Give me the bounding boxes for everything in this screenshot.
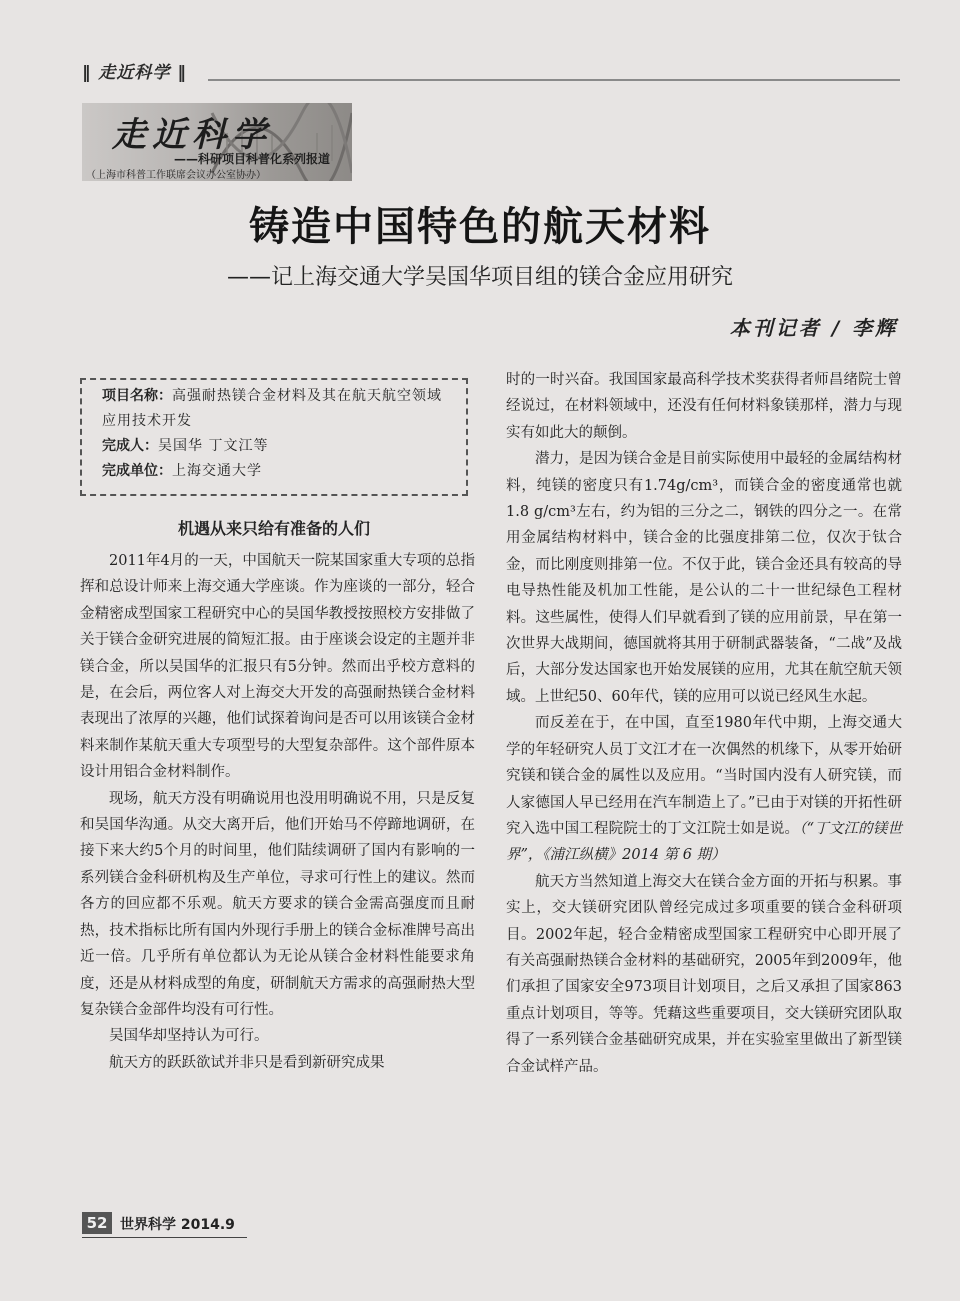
banner-subtitle: ——科研项目科普化系列报道 (174, 152, 331, 166)
right-column (506, 367, 902, 1080)
people-value: 吴国华 丁文江等 (158, 438, 269, 454)
people-label: 完成人： (102, 438, 158, 454)
footer-rule (82, 1237, 247, 1238)
paragraph (506, 710, 902, 868)
banner-note: （上海市科普工作联席会议办公室协办） (86, 170, 266, 181)
paragraph: 潜力，是因为镁合金是目前实际使用中最轻的金属结构材料，纯镁的密度只有1.74g/cm³，而镁合金的密度通常也就1.8 g/cm³左右，约为铝的三分之二，钢铁的四分之一。在常用金属结构材料中，镁合金的比强度排第二位，仅次于钛合金，而比刚度则排第一位。不仅于此，镁合金还具有较高的导电导热性能及机加工性能，是公认的二十一世纪绿色工程材料。这些属性，使得人们早就看到了镁的应用前景，早在第一次世界大战期间，德国就将其用于研制武器装备，“二战”及战后，大部分发达国家也开始发展镁的应用，尤其在航空航天领域。上世纪50、60年代，镁的应用可以说已经风生水起。 (506, 451, 902, 705)
article-title: 铸造中国特色的航天材料 (249, 204, 711, 250)
banner-title: 走近科学 (112, 115, 272, 155)
left-column (80, 548, 475, 1076)
unit-value: 上海交通大学 (172, 463, 262, 479)
citation: （“丁文江的镁世界”，《浦江纵横》2014 第 6 期） (506, 820, 903, 864)
unit-label: 完成单位： (102, 463, 172, 479)
project-info-box (80, 378, 468, 496)
paragraph: 2011年4月的一天，中国航天一院某国家重大专项的总指挥和总设计师来上海交通大学座谈。作为座谈的一部分，轻合金精密成型国家工程研究中心的吴国华教授按照校方安排做了关于镁合金研究进展的简短汇报。由于座谈会设定的主题并非镁合金，所以吴国华的汇报只有5分钟。然而出乎校方意料的是，在会后，两位客人对上海交大开发的高强耐热镁合金材料表现出了浓厚的兴趣，他们试探着询问是否可以用该镁合金材料来制作某航天重大专项型号的大型复杂部件。这个部件原本设计用铝合金材料制作。 (80, 553, 475, 781)
column-tag: ‖ 走近科学 ‖ (82, 63, 187, 83)
project-row (102, 384, 456, 434)
project-value: 高强耐热镁合金材料及其在航天航空领域应用技术开发 (102, 388, 442, 429)
paragraph: 吴国华却坚持认为可行。 (109, 1028, 269, 1045)
paragraph: 现场，航天方没有明确说用也没用明确说不用，只是反复和吴国华沟通。从交大离开后，他们开始马不停蹄地调研，在接下来大约5个月的时间里，他们陆续调研了国内有影响的一系列镁合金科研机构及生产单位，寻求可行性上的建议。然而各方的回应都不乐观。航天方要求的镁合金需高强度而且耐热，技术指标比所有国内外现行手册上的镁合金标准牌号高出近一倍。几乎所有单位都认为无论从镁合金材料性能要求角度，还是从材料成型的角度，研制航天方需求的高强耐热大型复杂镁合金部件均没有可行性。 (80, 790, 475, 1018)
paragraph-text: 而反差在于，在中国，直至1980年代中期，上海交通大学的年轻研究人员丁文江才在一次偶然的机缘下，从零开始研究镁和镁合金的属性以及应用。“当时国内没有人研究镁，而人家德国人早已经用在汽车制造上了。”已由于对镁的开拓性研究入选中国工程院院士的丁文江院士如是说。 (506, 715, 902, 837)
people-row (102, 434, 456, 459)
byline: 本刊记者 / 李辉 (729, 316, 898, 340)
unit-row (102, 459, 456, 484)
header-rule (208, 79, 900, 81)
project-label: 项目名称： (102, 388, 172, 404)
page-number: 52 (82, 1212, 112, 1234)
journal-name: 世界科学 2014.9 (120, 1217, 235, 1233)
paragraph: 航天方的跃跃欲试并非只是看到新研究成果 (109, 1054, 385, 1071)
column-banner (82, 103, 352, 181)
section-heading: 机遇从来只给有准备的人们 (177, 519, 370, 538)
paragraph: 时的一时兴奋。我国国家最高科学技术奖获得者师昌绪院士曾经说过，在材料领域中，还没有任何材料象镁那样，潜力与现实有如此大的颠倒。 (506, 372, 902, 441)
article-subtitle: ——记上海交通大学吴国华项目组的镁合金应用研究 (226, 265, 733, 290)
paragraph: 航天方当然知道上海交大在镁合金方面的开拓与积累。事实上，交大镁研究团队曾经完成过多项重要的镁合金科研项目。2002年起，轻合金精密成型国家工程研究中心即开展了有关高强耐热镁合金材料的基础研究，2005年到2009年，他们承担了国家安全973项目计划项目，之后又承担了国家863重点计划项目，等等。凭藉这些重要项目，交大镁研究团队取得了一系列镁合金基础研究成果，并在实验室里做出了新型镁合金试样产品。 (506, 873, 902, 1075)
